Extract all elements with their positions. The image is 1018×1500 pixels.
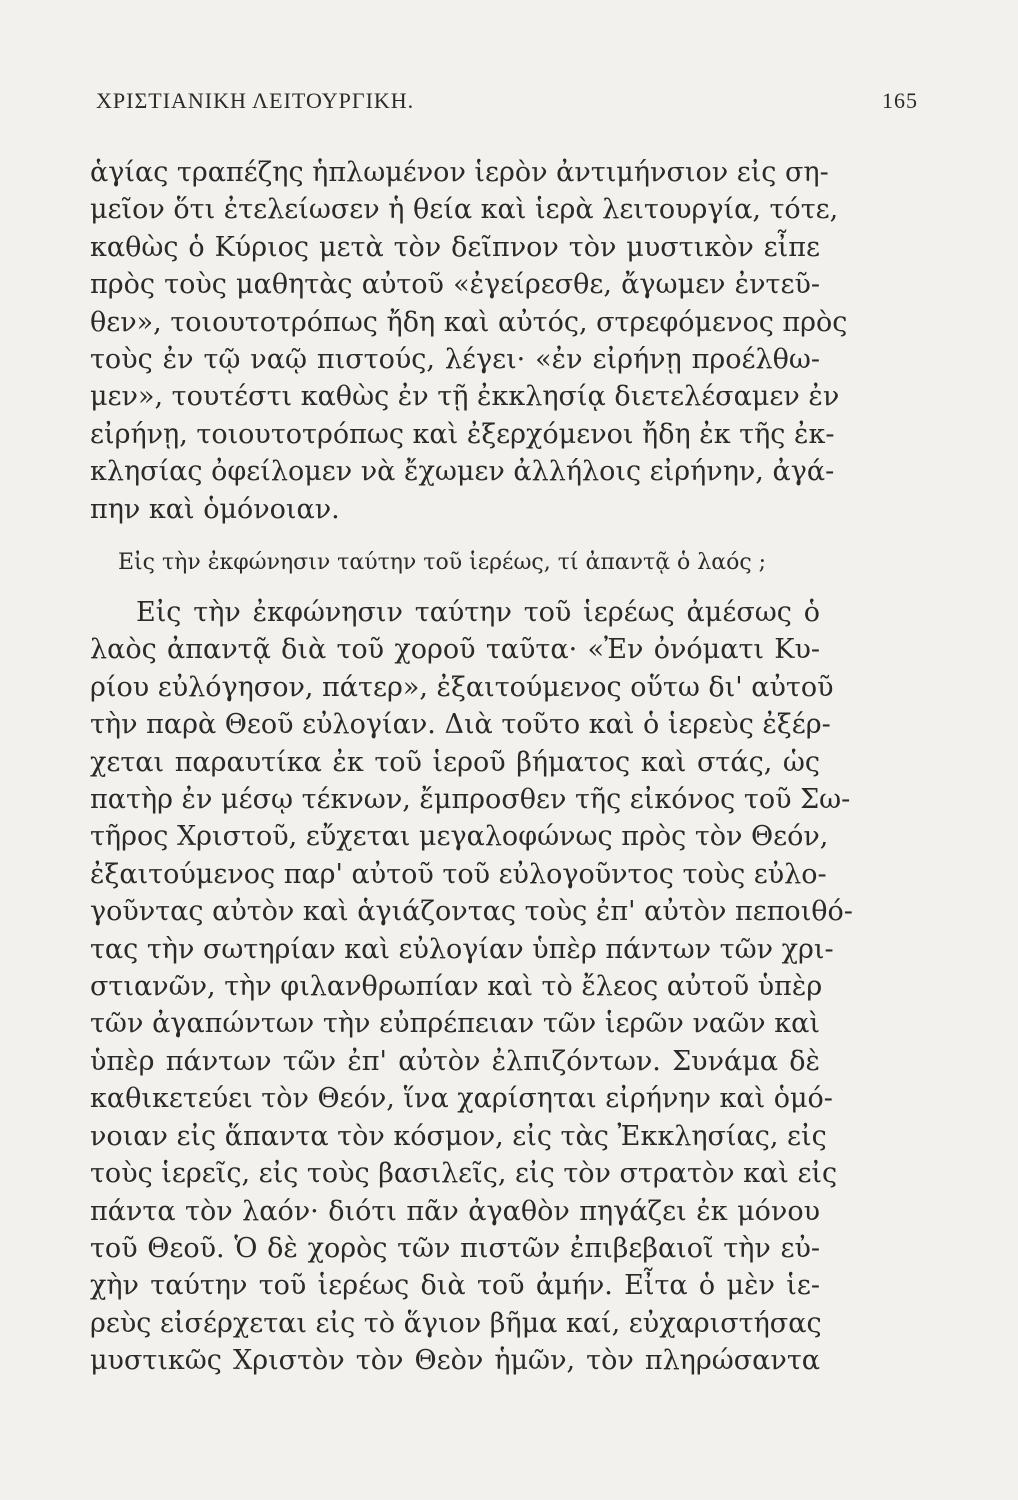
running-title: ΧΡΙΣΤΙΑΝΙΚΗ ΛΕΙΤΟΥΡΓΙΚΗ. — [96, 88, 415, 113]
text-line: πάντα τὸν λαόν· διότι πᾶν ἀγαθὸν πηγάζει ἐκ μόνου — [90, 1195, 820, 1227]
text-line: ρεὺς εἰσέρχεται εἰς τὸ ἅγιον βῆμα καί, εὐχαριστήσας — [90, 1307, 822, 1339]
paragraph-2 — [90, 594, 853, 1380]
text-line: πρὸς τοὺς μαθητὰς αὐτοῦ «ἐγείρεσθε, ἄγωμεν ἐντεῦ- — [90, 269, 820, 301]
text-line: λαὸς ἀπαντᾷ διὰ τοῦ χοροῦ ταῦτα· «Ἐν ὀνόματι Κυ- — [90, 634, 820, 666]
text-line: ἐξαιτούμενος παρ' αὐτοῦ τοῦ εὐλογοῦντος τοὺς εὐλο- — [90, 858, 827, 890]
text-line: γοῦντας αὐτὸν καὶ ἁγιάζοντας τοὺς ἐπ' αὐτὸν πεποιθό- — [90, 896, 853, 928]
text-line: τῆρος Χριστοῦ, εὔχεται μεγαλοφώνως πρὸς τὸν Θεόν, — [90, 821, 829, 853]
text-line: μεν», τουτέστι καθὼς ἐν τῇ ἐκκλησίᾳ διετελέσαμεν ἐν — [90, 381, 840, 413]
text-line: Εἰς τὴν ἐκφώνησιν ταύτην τοῦ ἱερέως ἀμέσως ὁ — [136, 597, 820, 628]
text-line: πην καὶ ὁμόνοιαν. — [90, 493, 340, 525]
paragraph-1 — [90, 154, 848, 528]
text-line: καθικετεύει τὸν Θεόν, ἵνα χαρίσηται εἰρήνην καὶ ὁμό- — [90, 1083, 833, 1115]
text-line: ὑπὲρ πάντων τῶν ἐπ' αὐτὸν ἐλπιζόντων. Συνάμα δὲ — [90, 1045, 820, 1077]
text-line: τῶν ἀγαπώντων τὴν εὐπρέπειαν τῶν ἱερῶν ναῶν καὶ — [90, 1008, 820, 1040]
question-text: Εἰς τὴν ἐκφώνησιν ταύτην τοῦ ἱερέως, τί ἀπαντᾷ ὁ λαός ; — [118, 550, 767, 575]
text-line: τας τὴν σωτηρίαν καὶ εὐλογίαν ὑπὲρ πάντων τῶν χρι- — [90, 933, 834, 965]
text-line: τοὺς ἐν τῷ ναῷ πιστούς, λέγει· «ἐν εἰρήνῃ προέλθω- — [90, 344, 820, 376]
text-line: στιανῶν, τὴν φιλανθρωπίαν καὶ τὸ ἔλεος αὐτοῦ ὑπὲρ — [90, 971, 823, 1003]
text-line: πατὴρ ἐν μέσῳ τέκνων, ἔμπροσθεν τῆς εἰκόνος τοῦ Σω- — [90, 784, 851, 816]
text-line: κλησίας ὀφείλομεν νὰ ἔχωμεν ἀλλήλοις εἰρήνην, ἀγά- — [90, 456, 835, 488]
text-line: τοὺς ἱερεῖς, εἰς τοὺς βασιλεῖς, εἰς τὸν στρατὸν καὶ εἰς — [90, 1158, 838, 1190]
text-line: μεῖον ὅτι ἐτελείωσεν ἡ θεία καὶ ἱερὰ λειτουργία, τότε, — [90, 194, 839, 226]
text-line: χεται παραυτίκα ἐκ τοῦ ἱεροῦ βήματος καὶ στάς, ὡς — [90, 746, 820, 778]
text-line: μυστικῶς Χριστὸν τὸν Θεὸν ἡμῶν, τὸν πληρώσαντα — [90, 1345, 820, 1377]
text-line: εἰρήνῃ, τοιουτοτρόπως καὶ ἐξερχόμενοι ἤδη ἐκ τῆς ἐκ- — [90, 418, 835, 450]
page-number: 165 — [882, 88, 918, 113]
text-line: νοιαν εἰς ἅπαντα τὸν κόσμον, εἰς τὰς Ἐκκλησίας, εἰς — [90, 1120, 827, 1152]
question-block — [90, 548, 820, 578]
text-line: χὴν ταύτην τοῦ ἱερέως διὰ τοῦ ἀμήν. Εἶτα ὁ μὲν ἱε- — [90, 1270, 820, 1302]
text-line: θεν», τοιουτοτρόπως ἤδη καὶ αὐτός, στρεφόμενος πρὸς — [90, 306, 848, 338]
text-line: τοῦ Θεοῦ. Ὁ δὲ χορὸς τῶν πιστῶν ἐπιβεβαιοῖ τὴν εὐ- — [90, 1232, 820, 1264]
text-line: ἁγίας τραπέζης ἡπλωμένον ἱερὸν ἀντιμήνσιον εἰς ση- — [90, 157, 829, 188]
text-line: καθὼς ὁ Κύριος μετὰ τὸν δεῖπνον τὸν μυστικὸν εἶπε — [90, 231, 820, 263]
text-line: τὴν παρὰ Θεοῦ εὐλογίαν. Διὰ τοῦτο καὶ ὁ ἱερεὺς ἐξέρ- — [90, 709, 831, 741]
text-line: ρίου εὐλόγησον, πάτερ», ἐξαιτούμενος οὕτω δι' αὐτοῦ — [90, 671, 834, 703]
